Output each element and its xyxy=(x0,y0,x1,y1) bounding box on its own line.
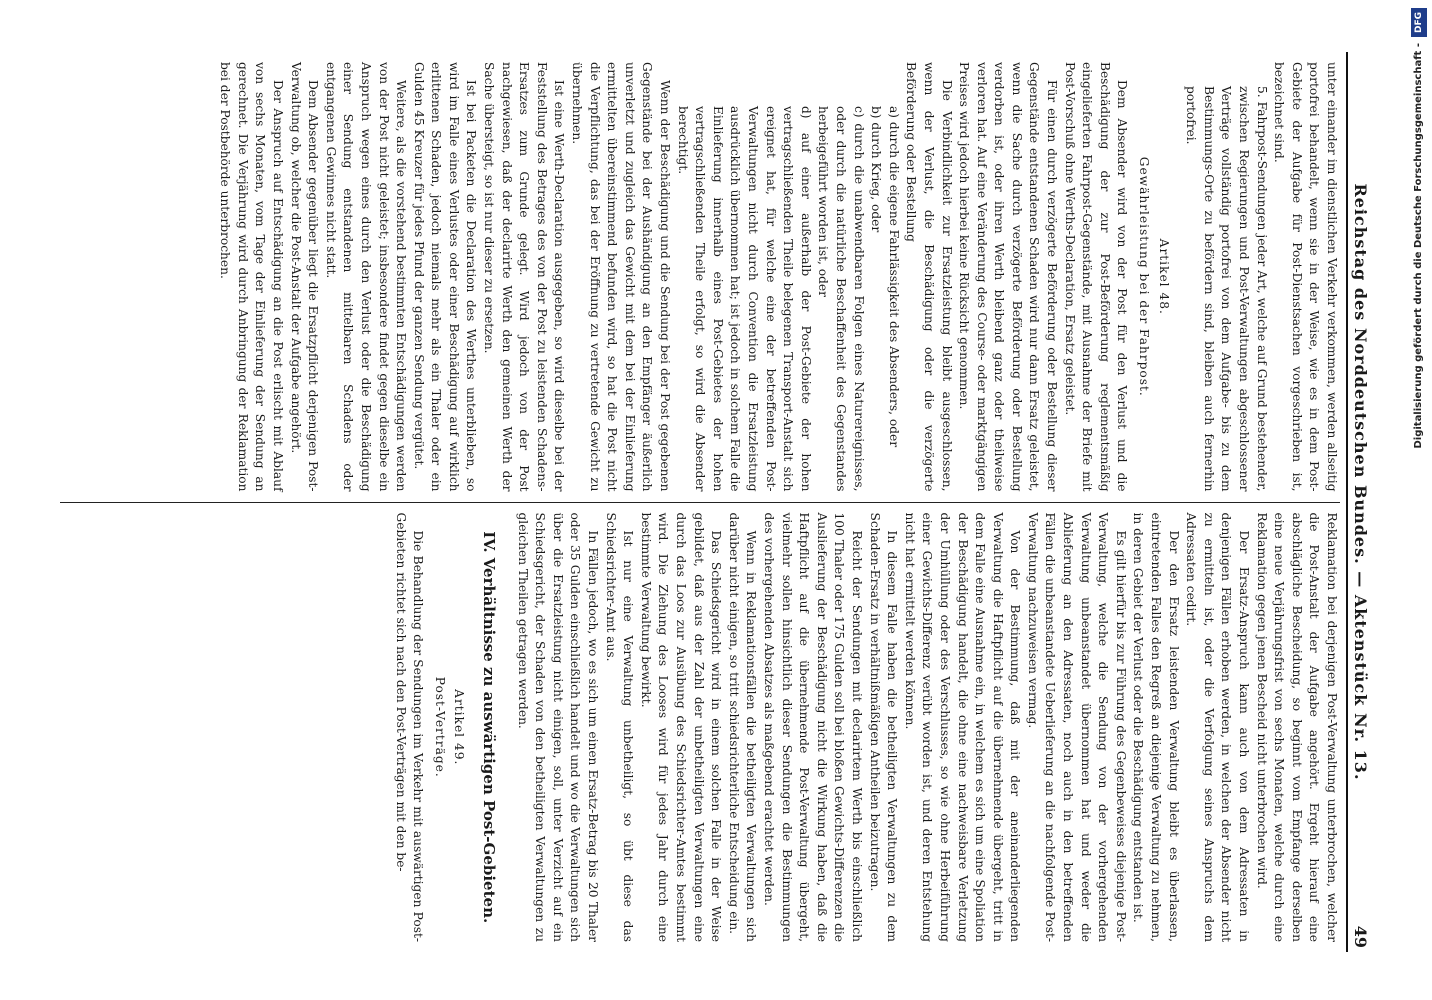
paragraph: Reklamation bei derjenigen Post-Verwaltung unterbrochen, welcher die Post-Anstalt der Aufgabe angehört. Ergeht hierauf eine abschlägliche Bescheidung, so beginnt vom Empfange derselben eine neue Verjährungsfrist von sechs Monaten, welche durch eine Reklamation gegen jenen Bescheid nicht unterbrochen wird. xyxy=(1254,512,1339,942)
section-iv-heading: IV. Verhältnisse zu auswärtigen Post-Gebieten. xyxy=(480,531,499,924)
paragraph: Die Behandlung der Sendungen im Verkehr mit auswärtigen Post-Gebieten richtet sich nach den Post-Verträgen mit den be- xyxy=(393,512,426,942)
running-title: Reichstag des Norddeutschen Bundes. — Aktenstück Nr. 13. xyxy=(1351,183,1370,781)
credit-text: Digitalisierung gefördert durch die Deutsche Forschungsgemeinschaft - xyxy=(1413,43,1424,449)
paragraph: Für einen durch verzögerte Beförderung oder Bestellung dieser Gegenstände entstandenen Schaden wird nur dann Ersatz geleistet, wenn die Sache durch verzögerte Beförderung oder Bestellung verdorben ist, oder ihren Werth bleibend ganz oder theilweise verloren hat. Auf eine Veränderung des Course- oder marktgängigen Preises wird jedoch hierbei keine Rücksicht genommen. xyxy=(957,62,1060,492)
paragraph: Der Anspruch auf Entschädigung an die Post erlischt mit Ablauf von sechs Monaten, vom Tage der Einlieferung der Sendung an gerechnet. Die Verjährung wird durch Anbringung der Reklamation bei der Postbehörde unterbrochen. xyxy=(218,62,285,492)
paragraph: Das Schiedsgericht wird in einem solchen Falle in der Weise gebildet, daß aus der Zahl der unbetheiligten Verwaltungen eine durch das Loos zur Ausübung des Schiedsrichter-Amtes bestimmt wird. Die Ziehung des Looses wird für jedes Jahr durch eine bestimmte Verwaltung bewirkt. xyxy=(638,512,724,942)
paragraph: Dem Absender gegenüber liegt die Ersatzpflicht derjenigen Post-Verwaltung ob, welcher die Post-Anstalt der Aufgabe angehört. xyxy=(288,62,321,492)
left-column xyxy=(60,52,1340,502)
article-48-title: Artikel 48. xyxy=(1156,238,1171,315)
running-header xyxy=(1346,52,1370,952)
paragraph: Ist nur eine Verwaltung unbetheiligt, so übt diese das Schiedsrichter-Amt aus. xyxy=(603,512,636,942)
article-49-heading: Post-Verträge. xyxy=(432,676,447,778)
list-item-5: 5. Fahrpost-Sendungen jeder Art, welche auf Grund bestehender, zwischen Regierungen und Post-Verwaltungen abgeschlossener Verträge vollständig portofrei von dem Aufgabe- bis zu dem Bestimmungs-Orte zu befördern sind, bleiben auch fernerhin portofrei. xyxy=(1184,86,1269,492)
paragraph: unter einander im dienstlichen Verkehr verkommen, werden allseitig portofrei behandelt, wenn sie in der Weise, wie es in dem Post-Gebiete der Aufgabe für Post-Dienstsachen vorgeschrieben ist, bezeichnet sind. xyxy=(1272,62,1339,492)
text-columns xyxy=(60,52,1340,952)
dfg-logo: DFG xyxy=(1411,8,1427,37)
article-49-title: Artikel 49. xyxy=(452,689,467,766)
paragraph: Wenn in Reklamationsfällen die betheiligten Verwaltungen sich darüber nicht einigen, so tritt schiedsrichterliche Entscheidung ein. xyxy=(726,512,759,942)
list-item-b: b) durch Krieg, oder xyxy=(869,106,884,233)
paragraph: Dem Absender wird von der Post für den Verlust und die Beschädigung der zur Post-Beförderung reglementsmäßig eingelieferten Fahrpost-Gegenstände, mit Ausnahme der Briefe mit Post-Vorschuß ohne Werths-Declaration, Ersatz geleistet. xyxy=(1062,62,1130,492)
paragraph: Der Ersatz-Anspruch kann auch von dem Adressaten in denjenigen Fällen erhoben werden, in welchen der Absender nicht zu ermitteln ist, oder die Verfolgung seines Anspruchs dem Adressaten cedirt. xyxy=(1184,512,1252,942)
digitization-credit xyxy=(1408,8,1430,992)
paragraph: Reicht der Sendungen mit declarirtem Werth bis einschließlich 100 Thaler oder 175 Gulden soll bei bloßen Gewichts-Differenzen die Auslieferung der Beschädigung nicht die Wirkung haben, daß die Haftpflicht auf die übernehmende Post-Verwaltung übergeht, vielmehr sollen hinsichtlich dieser Sendungen die Bestimmungen des vorhergehenden Absatzes als maßgebend erachtet werden. xyxy=(762,512,864,942)
page-content xyxy=(40,52,1370,952)
paragraph: Weitere, als die vorstehend bestimmten Entschädigungen werden von der Post nicht geleistet; insbesondere findet gegen dieselbe ein Anspruch wegen eines durch den Verlust oder die Beschädigung einer Sendung entstandenen mittelbaren Schadens oder entgangenen Gewinnes nicht statt. xyxy=(323,62,409,492)
paragraph: Ist eine Werth-Declaration ausgegeben, so wird dieselbe bei der Feststellung des Betrages des von der Post zu leistenden Schadens-Ersatzes zum Grunde gelegt. Wird jedoch von der Post nachgewiesen, daß der declarirte Werth den gemeinen Werth der Sache übersteigt, so ist nur dieser zu ersetzen. xyxy=(482,62,567,492)
paragraph: Der den Ersatz leistenden Verwaltung bleibt es überlassen, eintretenden Falles den Regreß an diejenige Verwaltung zu nehmen, in deren Gebiet der Verlust oder die Beschädigung entstanden ist. xyxy=(1131,512,1181,942)
page-number: 49 xyxy=(1351,925,1370,948)
list-item-a: a) durch die eigene Fahrlässigkeit des Absenders, oder xyxy=(886,106,901,448)
paragraph: Von der Bestimmung, daß mit der aneinanderliegenden Verwaltung die Haftpflicht auf die übernehmende übergeht, tritt in dem Falle eine Ausnahme ein, in welchem es sich um eine Spoliation der Beschädigung handelt, die ohne eine nachweisbare Verletzung der Umhüllung oder des Verschlusses, so wie ohne Herbeiführung einer Gewichts-Differenz verübt worden ist, und deren Entstehung nicht hat ermittelt werden können. xyxy=(902,512,1023,942)
paragraph: In Fällen jedoch, wo es sich um einen Ersatz-Betrag bis 20 Thaler oder 35 Gulden einschließlich handelt und wo die Verwaltungen sich über die Ersatzleistung nicht einigen, soll, unter Verzicht auf ein Schiedsgericht, der Schaden von den betheiligten Verwaltungen zu gleichen Theilen getragen werden. xyxy=(515,512,601,942)
paragraph: Ist bei Packeten die Declaration des Werthes unterblieben, so wird im Falle eines Verlustes oder einer Beschädigung auf wirklich erlittenen Schaden, jedoch niemals mehr als ein Thaler oder ein Gulden 45 Kreuzer für jedes Pfund der ganzen Sendung vergütet. xyxy=(411,62,479,492)
list-item-c: c) durch die unabwendbaren Folgen eines Naturereignisses, oder durch die natürliche Beschaffenheit des Gegenstandes herbeigeführt worden ist, oder xyxy=(816,106,866,492)
paragraph: Es gilt hierfür bis zur Führung des Gegenbeweises diejenige Post-Verwaltung, welche die Sendung von der vorhergehenden Verwaltung unbeanstandet übernommen hat und weder die Ablieferung an den Adressaten, noch auch in den betreffenden Fällen die unbeanstandete Ueberlieferung an die nachfolgende Post-Verwaltung nachzuweisen vermag. xyxy=(1025,512,1128,942)
list-item-d: d) auf einer außerhalb der Post-Gebiete der hohen vertragschließenden Theile belegenen Transport-Anstalt sich ereignet hat, für welche eine der betreffenden Post-Verwaltungen nicht durch Convention die Ersatzleistung ausdrücklich übernommen hat; ist jedoch in solchem Falle die Einlieferung innerhalb eines Post-Gebietes der hohen vertragschließenden Theile erfolgt, so wird die Absender berechtigt. xyxy=(675,106,813,492)
paragraph: Wenn der Beschädigung und die Sendung bei der Post gegebenen Gegenstände bei der Aushändigung an den Empfänger äußerlich unverletzt und zugleich das Gewicht mit dem bei der Einlieferung ermittelten übereinstimmend befunden wird, so hat die Post nicht die Verpflichtung, das bei der Eröffnung zu vertretende Gewicht zu übernehmen. xyxy=(570,62,673,492)
paragraph: Die Verbindlichkeit zur Ersatzleistung bleibt ausgeschlossen, wenn der Verlust, die Beschädigung oder die verzögerte Beförderung oder Bestellung xyxy=(904,62,954,492)
right-column xyxy=(60,503,1340,953)
article-48-heading: Gewährleistung bei der Fahrpost. xyxy=(1137,156,1152,397)
paragraph: In diesem Falle haben die betheiligten Verwaltungen zu dem Schaden-Ersatz in verhältnißmäßigen Antheilen beizutragen. xyxy=(867,512,900,942)
